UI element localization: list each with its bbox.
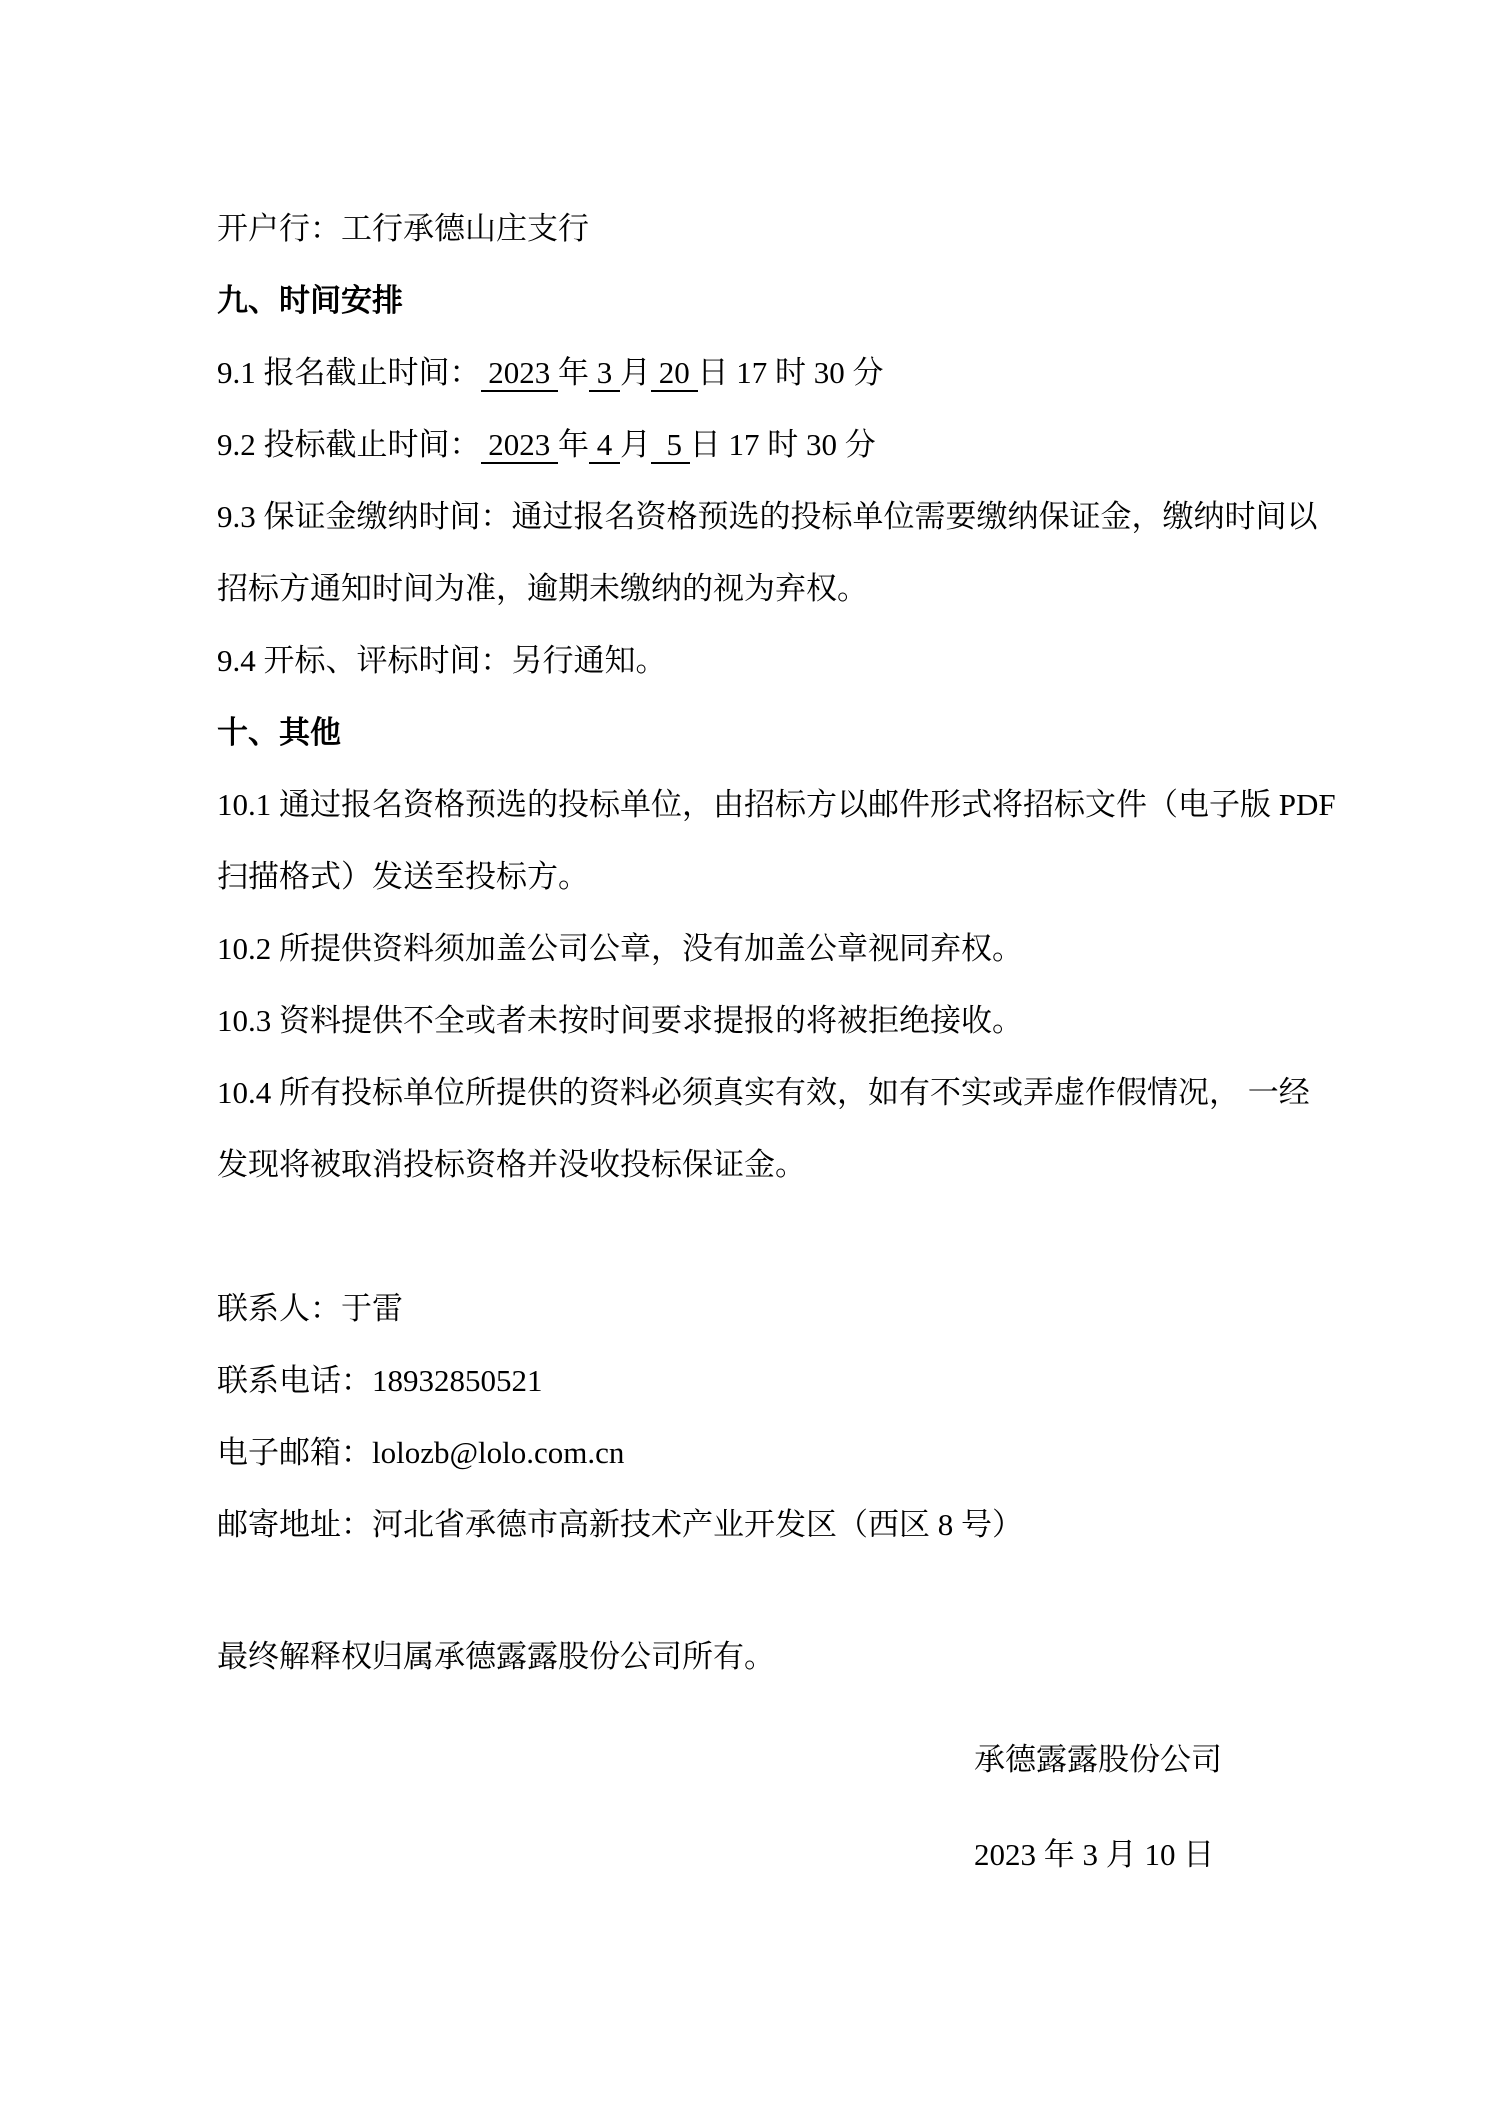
blank-line bbox=[217, 1561, 1350, 1621]
item-10-4-line1: 10.4 所有投标单位所提供的资料必须真实有效，如有不实或弄虚作假情况， 一经 bbox=[217, 1075, 1310, 1110]
signature-date: 2023 年 3 月 10 日 bbox=[974, 1837, 1215, 1872]
section-10-heading: 十、其他 bbox=[217, 715, 341, 750]
item-9-1-year-label: 年 bbox=[558, 355, 589, 390]
disclaimer-line: 最终解释权归属承德露露股份公司所有。 bbox=[217, 1639, 775, 1674]
item-10-1-line1: 10.1 通过报名资格预选的投标单位，由招标方以邮件形式将招标文件（电子版 PDF bbox=[217, 787, 1336, 822]
item-10-3-rejection-rule: 10.3 资料提供不全或者未按时间要求提报的将被拒绝接收。 bbox=[217, 1003, 1023, 1038]
item-9-4-open-bid-time: 9.4 开标、评标时间：另行通知。 bbox=[217, 643, 667, 678]
blank-line bbox=[217, 1693, 1350, 1724]
contact-address-line: 邮寄地址：河北省承德市高新技术产业开发区（西区 8 号） bbox=[217, 1507, 1023, 1542]
item-9-2-month-label: 月 bbox=[620, 427, 651, 462]
signature-block bbox=[974, 1724, 1350, 1891]
item-9-2-year-value: 2023 bbox=[480, 427, 558, 462]
item-10-1-line2: 扫描格式）发送至投标方。 bbox=[217, 859, 589, 894]
item-9-3-line2: 招标方通知时间为准，逾期未缴纳的视为弃权。 bbox=[217, 571, 868, 606]
section-9-heading: 九、时间安排 bbox=[217, 283, 403, 318]
contact-email-line: 电子邮箱：lolozb@lolo.com.cn bbox=[217, 1435, 625, 1470]
item-9-2-month-value: 4 bbox=[589, 427, 620, 462]
item-9-2-tail: 日 17 时 30 分 bbox=[689, 427, 876, 462]
item-9-2-year-label: 年 bbox=[558, 427, 589, 462]
item-9-1-month-value: 3 bbox=[589, 355, 620, 390]
item-9-2-day-value: 5 bbox=[651, 427, 690, 462]
item-9-1-sign-deadline bbox=[217, 337, 1350, 409]
item-9-1-month-label: 月 bbox=[620, 355, 651, 390]
blank-line bbox=[217, 1201, 1350, 1273]
opening-bank-line: 开户行：工行承德山庄支行 bbox=[217, 211, 589, 246]
contact-person-line: 联系人：于雷 bbox=[217, 1291, 403, 1326]
item-9-2-prefix: 9.2 投标截止时间： bbox=[217, 427, 481, 462]
item-10-4-line2: 发现将被取消投标资格并没收投标保证金。 bbox=[217, 1147, 806, 1182]
contact-phone-line: 联系电话：18932850521 bbox=[217, 1363, 543, 1398]
item-9-1-year-value: 2023 bbox=[480, 355, 558, 390]
item-9-1-prefix: 9.1 报名截止时间： bbox=[217, 355, 481, 390]
item-9-1-day-value: 20 bbox=[651, 355, 698, 390]
signature-company-name: 承德露露股份公司 bbox=[974, 1742, 1222, 1777]
item-9-2-bid-deadline bbox=[217, 409, 1350, 481]
item-9-1-tail: 日 17 时 30 分 bbox=[697, 355, 884, 390]
item-9-3-line1: 9.3 保证金缴纳时间：通过报名资格预选的投标单位需要缴纳保证金，缴纳时间以 bbox=[217, 499, 1318, 534]
item-10-2-seal-requirement: 10.2 所提供资料须加盖公司公章，没有加盖公章视同弃权。 bbox=[217, 931, 1023, 966]
